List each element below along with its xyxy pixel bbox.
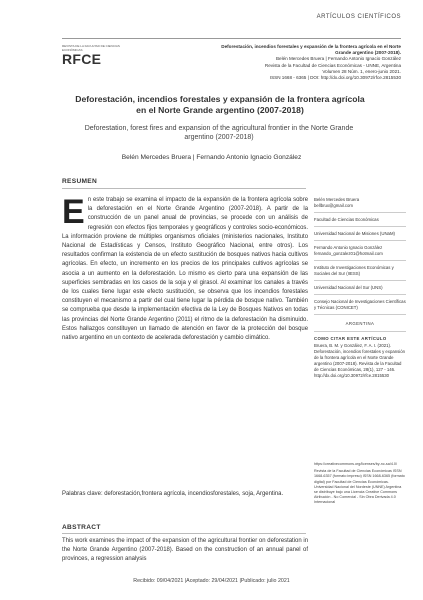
resumen-heading: RESUMEN	[62, 178, 98, 185]
abstract-body: This work examines the impact of the expansion of the agricultural frontier on deforestation in the Norte Grande Argentino (2007-2018). Based on the construction of an annual panel of provinces, a regression analysis	[62, 538, 308, 563]
resumen-rule	[62, 188, 306, 189]
header-citation-issn: ISSN 1668 - 6365 | DOI: http://dx.doi.org/10.30972/rfce.2815530	[269, 75, 401, 81]
author-sidebar	[314, 197, 406, 379]
keywords: Palabras clave: deforestación,frontera agrícola, incendiosforestales, soja, Argentina.	[62, 491, 284, 497]
drop-cap: E	[62, 193, 85, 231]
author-email[interactable]: bellbrux@gmail.com	[314, 203, 353, 208]
header-rule	[62, 38, 401, 39]
header-citation	[209, 44, 401, 81]
section-label: ARTÍCULOS CIENTÍFICOS	[316, 14, 401, 20]
abstract-rule	[62, 533, 306, 534]
author-email[interactable]: fernando_gonzalez01@hotmail.com	[314, 251, 383, 256]
how-to-cite-text: Bruera, B. M. y González, F. A. I. (2021). Deforestación, incendios forestales y expansión de la frontera agrícola en el Norte Grande argentino (2007-2018). Revista de la Facultad de Ciencias Económicas, 28(1), 127 - 146. http://dx.doi.org/10.30972/rfce.2815530	[314, 343, 406, 378]
sidebar-institution	[314, 265, 406, 281]
article-title-es: Deforestación, incendios forestales y expansión de la frontera agrícola en el Norte Grande argentino (2007-2018)	[75, 94, 365, 116]
sidebar-institution	[314, 285, 406, 295]
sidebar-institution	[314, 299, 406, 315]
publication-dates: Recibido: 09/04/2021 |Aceptado: 29/04/2021 |Publicado: julio 2021	[133, 578, 290, 584]
license-text: Revista de la Facultad de Ciencias Económicas ISSN 1668-6357 (formato impreso) ISSN 1668-6365 (formato digital) por Facultad de Ciencias Económicas. Universidad Nacional del Nordeste (UNNE) Argentina se distribuye bajo una Licencia Creative Commons Atribución - No Comercial - Sin Obra Derivada 4.0 Internacional	[314, 469, 405, 505]
resumen-text: n este trabajo se examina el impacto de la expansión de la frontera agrícola sobre la deforestación en el Norte Grande Argentino (2007-2018). A partir de la construcción de un panel anual de provincias, se procede con un análisis de regresión con efectos fijos temporales y geográficos y controles socio-económicos. La información proviene de múltiples organismos oficiales (ministerios nacionales, Instituto Nacional de Estadísticas y Censos, Instituto Geográfico Nacional, entre otros). Los resultados confirman la existencia de un efecto sustitución de bosques nativos hacia cultivos agrícolas. En efecto, un incremento en los precios de los principales cultivos agrícolas se asocia a un aumento en la deforestación. Lo mismo es cierto para una expansión de las superficies sembradas en los casos de la soja y el girasol. Al examinar los canales a través de los cuales tiene lugar este efecto sustitución, se observa que los incendios forestales constituyen el mecanismo a partir del cual tiene lugar la pérdida de bosque nativo. También se comprueba que desde la implementación efectiva de la Ley de Bosques Nativos en todas las provincias del Norte Grande Argentino (2011) el ritmo de la deforestación ha disminuido. Estos hallazgos constituyen un llamado de atención en favor de la protección del bosque nativo argentino en un contexto de acelerada deforestación y cambio climático.	[62, 197, 308, 342]
header-citation-journal: Revista de la Facultad de Ciencias Económicas - UNNE, Argentina	[264, 62, 401, 68]
header-citation-title: Deforestación, incendios forestales y expansión de la frontera agrícola en el Norte Grande argentino (2007-2018).	[221, 44, 401, 56]
author-name: Belén Mercedes Bruera	[314, 197, 360, 202]
sidebar-author-2	[314, 245, 406, 261]
sidebar-author-1	[314, 197, 406, 213]
license-link[interactable]: https://creativecommons.org/licenses/by-nc-sa/4.0/	[314, 462, 398, 466]
article-title-en: Deforestation, forest fires and expansion of the agricultural frontier in the Norte Grande argentino (2007-2018)	[84, 125, 354, 142]
abstract-heading: ABSTRACT	[62, 524, 101, 531]
sidebar-country: ARGENTINA	[314, 319, 406, 332]
journal-brand-caption: REVISTA DE LA FACULTAD DE CIENCIAS ECONÓMICAS	[62, 44, 120, 52]
institution-name: Universidad Nacional de Misiones (UNaM)	[314, 231, 395, 236]
license-block	[314, 462, 406, 506]
resumen-body	[62, 193, 308, 343]
journal-logo: RFCE	[62, 51, 102, 67]
institution-name: Consejo Nacional de Investigaciones Científicas y Técnicas (CONICET)	[314, 299, 406, 310]
article-authors: Belén Mercedes Bruera | Fernando Antonio Ignacio González	[121, 154, 302, 161]
header-citation-volume: Volumen 28 Núm. 1, enero-junio 2021.	[322, 68, 401, 74]
sidebar-institution	[314, 217, 406, 227]
institution-name: Instituto de Investigaciones Económicas y Sociales del Sur (IIESS)	[314, 265, 394, 276]
author-name: Fernando Antonio Ignacio González	[314, 245, 383, 250]
header-citation-authors: Belén Mercedes Bruera | Fernando Antonio Ignacio González	[275, 56, 401, 62]
institution-name: Universidad Nacional del Sur (UNS)	[314, 285, 383, 290]
sidebar-institution	[314, 231, 406, 241]
institution-name: Facultad de Ciencias Económicas	[314, 217, 379, 222]
how-to-cite-heading: COMO CITAR ESTE ARTÍCULO	[314, 336, 387, 341]
